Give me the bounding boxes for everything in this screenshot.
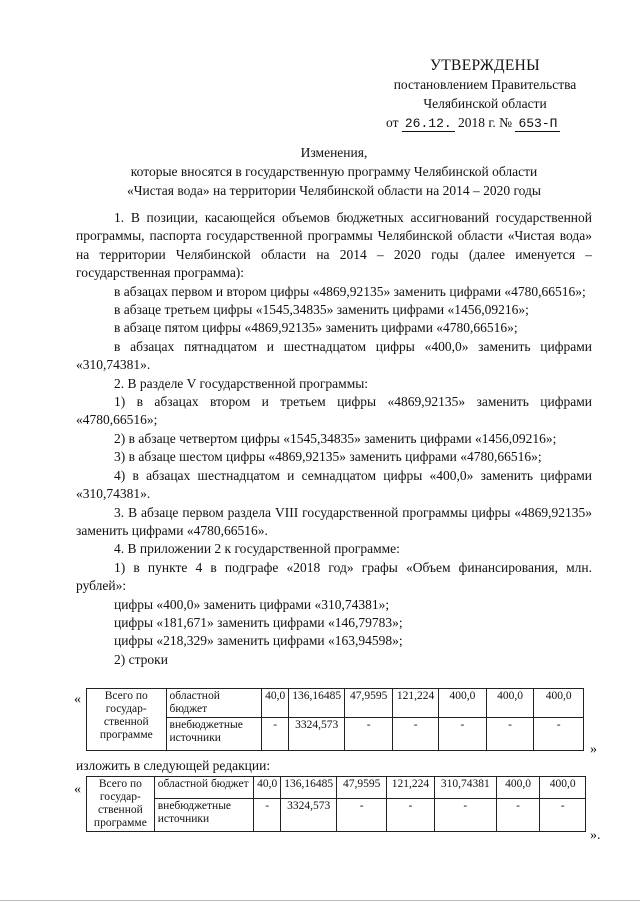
- title-line-1: Изменения,: [300, 145, 368, 160]
- table-cell: 400,0: [534, 689, 584, 718]
- table-cell: областной бюджет: [166, 689, 262, 718]
- paragraph: 1. В позиции, касающейся объемов бюджетных ассигнований государственной программы, паспорта государственной программы Челябинской области «Чистая вода» на территории Челябинской области на 2014 – 2020 годы (далее именуется – государственная программа):: [76, 210, 592, 281]
- table-cell: 121,224: [393, 689, 439, 718]
- approval-stamp: [370, 56, 600, 133]
- table-cell: 47,9595: [345, 689, 393, 718]
- table-new: [86, 776, 586, 832]
- table-cell: -: [540, 799, 586, 832]
- title-line-3: «Чистая вода» на территории Челябинской области на 2014 – 2020 годы: [127, 183, 541, 198]
- approval-from-label: от: [386, 115, 399, 130]
- paragraph: 2) строки: [114, 651, 168, 667]
- table-cell: 121,224: [387, 777, 435, 799]
- table-cell: 47,9595: [337, 777, 387, 799]
- approval-date: 26.12.: [402, 116, 455, 132]
- table-cell: 400,0: [540, 777, 586, 799]
- table-row: [87, 689, 584, 718]
- table-cell: -: [439, 718, 487, 751]
- table-cell: областной бюджет: [154, 777, 253, 799]
- table-group-label: Всего по государ- ственной программе: [87, 689, 167, 751]
- paragraph: 3. В абзаце первом раздела VIII государственной программы цифры «4869,92135» заменить цифрами «4780,66516».: [76, 504, 592, 538]
- title-line-2: которые вносятся в государственную программу Челябинской области: [130, 164, 538, 179]
- approval-line-1: постановлением Правительства: [393, 77, 577, 92]
- table-cell: 400,0: [486, 689, 534, 718]
- table-group-label: Всего по государ- ственной программе: [87, 777, 155, 832]
- table-old-open-quote: «: [74, 692, 81, 707]
- table-cell: -: [434, 799, 496, 832]
- table-cell: -: [534, 718, 584, 751]
- paragraph: 4) в абзацах шестнадцатом и семнадцатом цифры «400,0» заменить цифрами «310,74381».: [76, 467, 592, 502]
- table-cell: -: [496, 799, 540, 832]
- table-cell: 400,0: [496, 777, 540, 799]
- paragraph: в абзаце третьем цифры «1545,34835» заменить цифрами «1456,09216»;: [114, 302, 529, 318]
- paragraph: 2. В разделе V государственной программы:: [114, 375, 369, 391]
- table-old: [86, 688, 584, 751]
- approval-date-line: [370, 113, 600, 133]
- paragraph: 3) в абзаце шестом цифры «4869,92135» заменить цифрами «4780,66516»;: [114, 449, 542, 465]
- table-cell: 3324,573: [289, 718, 345, 751]
- paragraph: 1) в абзацах втором и третьем цифры «4869,92135» заменить цифрами «4780,66516»;: [76, 394, 592, 428]
- paragraph: 1) в пункте 4 в подграфе «2018 год» графы «Объем финансирования, млн. рублей»:: [76, 559, 592, 594]
- table-cell: внебюджетные источники: [154, 799, 253, 832]
- table-cell: 3324,573: [281, 799, 337, 832]
- document-title: [76, 143, 592, 200]
- approval-number: 653-П: [515, 116, 560, 132]
- paragraph: в абзацах первом и втором цифры «4869,92135» заменить цифрами «4780,66516»;: [114, 283, 586, 299]
- approval-line-2: Челябинской области: [423, 96, 547, 111]
- document-body: [76, 209, 592, 669]
- table-cell: -: [262, 718, 289, 751]
- table-new-close-quote: ».: [590, 828, 601, 843]
- table-old-close-quote: »: [590, 742, 597, 757]
- table-cell: 400,0: [439, 689, 487, 718]
- paragraph: 4. В приложении 2 к государственной программе:: [114, 541, 400, 557]
- paragraph: цифры «181,671» заменить цифрами «146,79783»;: [114, 614, 403, 630]
- paragraph: цифры «218,329» заменить цифрами «163,94598»;: [114, 633, 403, 649]
- table-row: [87, 777, 586, 799]
- table-cell: -: [254, 799, 281, 832]
- table-cell: 310,74381: [434, 777, 496, 799]
- table-cell: 136,16485: [281, 777, 337, 799]
- page-edge-line: [0, 900, 640, 901]
- table-cell: 40,0: [262, 689, 289, 718]
- table-cell: 40,0: [254, 777, 281, 799]
- paragraph: цифры «400,0» заменить цифрами «310,74381»;: [114, 596, 390, 612]
- paragraph: в абзаце пятом цифры «4869,92135» заменить цифрами «4780,66516»;: [114, 320, 518, 336]
- table-cell: -: [387, 799, 435, 832]
- table-cell: -: [393, 718, 439, 751]
- approval-heading: УТВЕРЖДЕНЫ: [430, 57, 540, 74]
- table-row: [87, 799, 586, 832]
- table-new-open-quote: «: [74, 782, 81, 797]
- approval-year-label: 2018 г. №: [458, 115, 513, 130]
- paragraph: 2) в абзаце четвертом цифры «1545,34835» заменить цифрами «1456,09216»;: [114, 430, 557, 446]
- middle-text: изложить в следующей редакции:: [76, 758, 271, 773]
- paragraph: в абзацах пятнадцатом и шестнадцатом цифры «400,0» заменить цифрами «310,74381».: [76, 338, 592, 373]
- table-cell: -: [486, 718, 534, 751]
- table-cell: -: [345, 718, 393, 751]
- table-cell: -: [337, 799, 387, 832]
- table-cell: 136,16485: [289, 689, 345, 718]
- table-cell: внебюджетные источники: [166, 718, 262, 751]
